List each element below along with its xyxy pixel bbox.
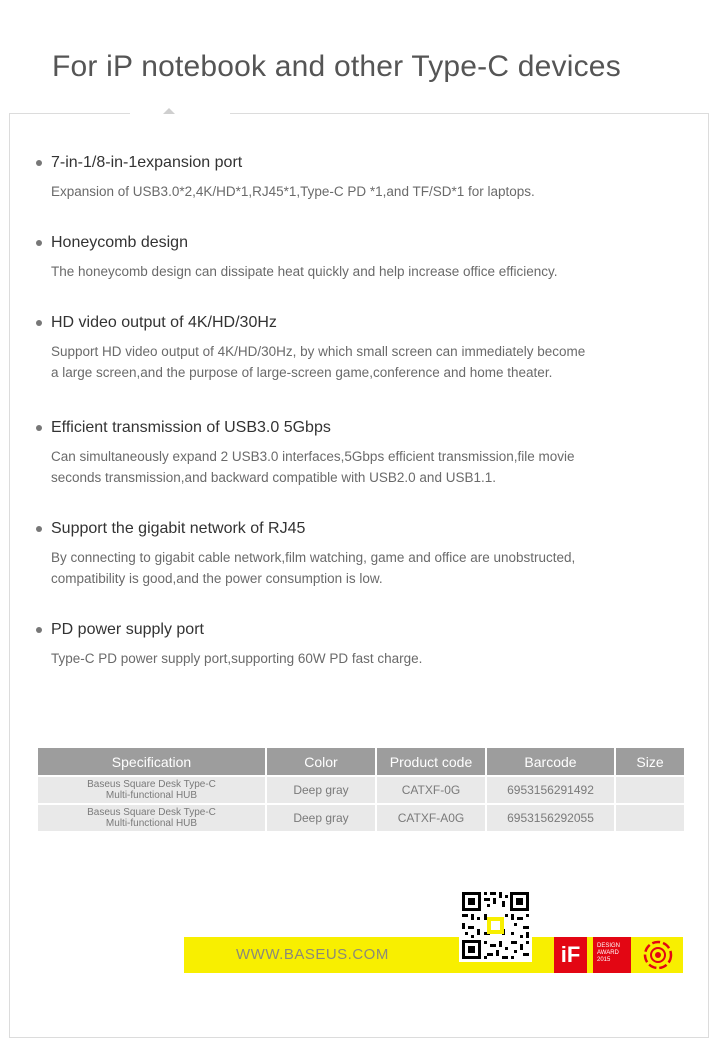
feature-heading: 7-in-1/8-in-1expansion port [51, 154, 243, 171]
feature-hd-video-output [36, 313, 676, 383]
frame-gap [130, 112, 230, 116]
feature-heading: PD power supply port [51, 621, 204, 638]
qr-code-icon [459, 889, 532, 962]
design-award-badge: DESIGN AWARD 2015 [593, 937, 631, 973]
feature-description: Type-C PD power supply port,supporting 60W PD fast charge. [51, 651, 423, 666]
feature-description: The honeycomb design can dissipate heat quickly and help increase office efficiency. [51, 264, 558, 279]
if-design-logo: iF [554, 937, 587, 973]
feature-description: Can simultaneously expand 2 USB3.0 interfaces,5Gbps efficient transmission,file movie seconds transmission,and backward compatible with USB2.0 and USB1.1. [51, 449, 575, 485]
feature-honeycomb-design [36, 233, 676, 282]
website-link[interactable]: WWW.BASEUS.COM [236, 946, 389, 963]
feature-heading: HD video output of 4K/HD/30Hz [51, 314, 277, 331]
page-title: For iP notebook and other Type-C devices [52, 50, 621, 83]
cell-product-code: CATXF-A0G [377, 805, 485, 831]
cell-color: Deep gray [267, 805, 375, 831]
caret-up-icon [163, 108, 175, 114]
cell-barcode: 6953156292055 [487, 805, 614, 831]
feature-usb-transmission [36, 418, 676, 488]
cell-specification: Baseus Square Desk Type-C Multi-functional HUB [38, 777, 265, 803]
cell-size [616, 805, 684, 831]
table-header-row [38, 748, 684, 775]
qr-code-graphic [459, 889, 532, 962]
header-specification: Specification [38, 748, 265, 775]
feature-description: By connecting to gigabit cable network,film watching, game and office are unobstructed, compatibility is good,and the power consumption is low. [51, 550, 576, 586]
bullet-icon [36, 320, 42, 326]
feature-heading: Honeycomb design [51, 234, 188, 251]
feature-pd-power-supply [36, 620, 676, 669]
feature-heading: Efficient transmission of USB3.0 5Gbps [51, 419, 331, 436]
bullet-icon [36, 627, 42, 633]
feature-gigabit-network [36, 519, 676, 589]
header-color: Color [267, 748, 375, 775]
table-row [38, 805, 684, 831]
header-product-code: Product code [377, 748, 485, 775]
feature-heading: Support the gigabit network of RJ45 [51, 520, 306, 537]
cell-barcode: 6953156291492 [487, 777, 614, 803]
bullet-icon [36, 240, 42, 246]
cell-specification: Baseus Square Desk Type-C Multi-functional HUB [38, 805, 265, 831]
cell-color: Deep gray [267, 777, 375, 803]
red-dot-graphic [640, 937, 676, 973]
cell-size [616, 777, 684, 803]
spec-table [36, 746, 686, 833]
cell-product-code: CATXF-0G [377, 777, 485, 803]
table-row [38, 777, 684, 803]
bullet-icon [36, 425, 42, 431]
bullet-icon [36, 160, 42, 166]
bullet-icon [36, 526, 42, 532]
red-dot-award-icon [640, 937, 676, 973]
feature-description: Expansion of USB3.0*2,4K/HD*1,RJ45*1,Type-C PD *1,and TF/SD*1 for laptops. [51, 184, 535, 199]
header-size: Size [616, 748, 684, 775]
feature-description: Support HD video output of 4K/HD/30Hz, by which small screen can immediately become a large screen,and the purpose of large-screen game,conference and home theater. [51, 344, 586, 380]
header-barcode: Barcode [487, 748, 614, 775]
feature-expansion-port [36, 153, 676, 202]
